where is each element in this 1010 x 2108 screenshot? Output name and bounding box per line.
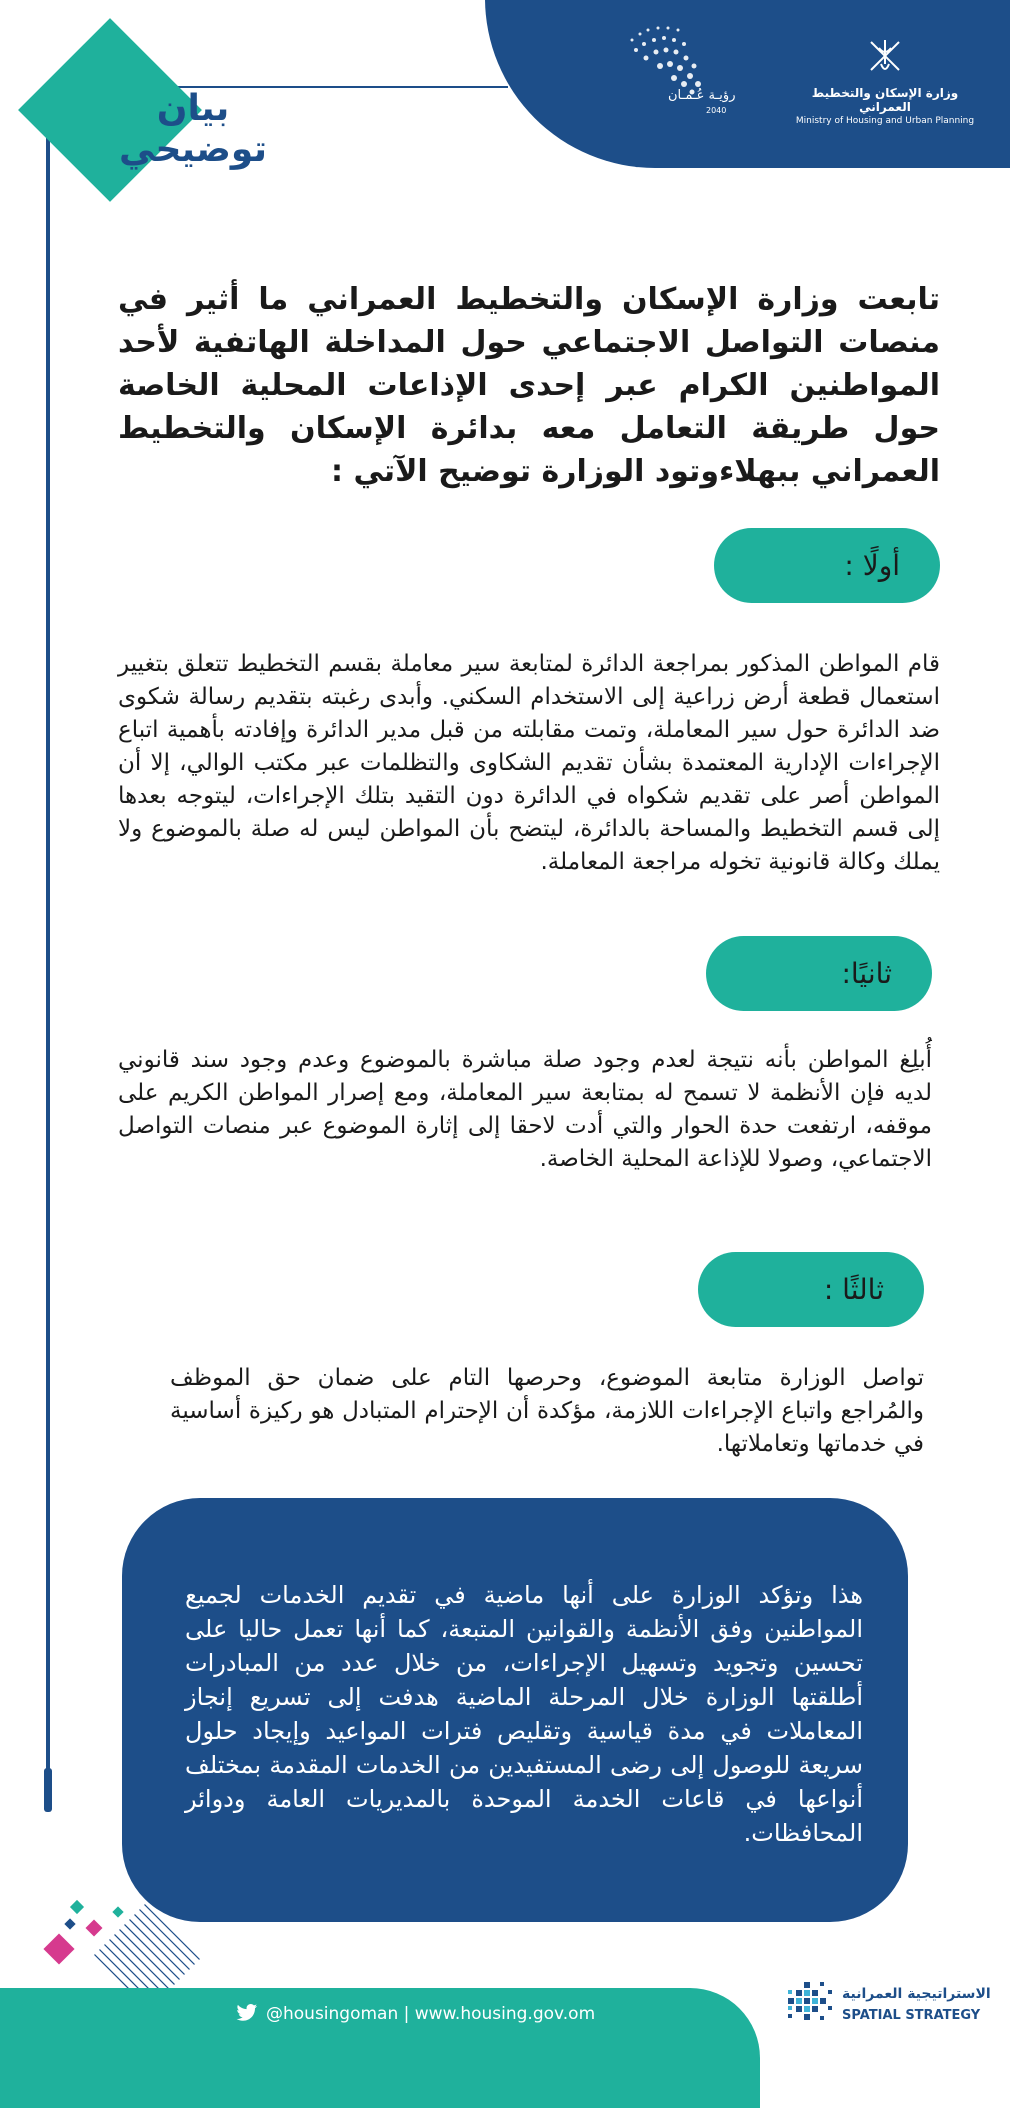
section-heading-third	[698, 1252, 924, 1327]
section-paragraph-third: تواصل الوزارة متابعة الموضوع، وحرصها التام على ضمان حق الموظف والمُراجع واتباع الإجراءات اللازمة، مؤكدة أن الإحترام المتبادل هو ركيزة أساسية في خدماتها وتعاملاتها.	[170, 1365, 924, 1457]
decor-square-teal	[70, 1900, 84, 1914]
spatial-strategy-english: SPATIAL STRATEGY	[842, 2008, 981, 2023]
decor-square-magenta	[43, 1933, 74, 1964]
spatial-strategy-arabic: الاستراتيجية العمرانية	[842, 1986, 991, 2002]
section-heading-label: أولًا :	[844, 549, 900, 582]
intro-paragraph: تابعت وزارة الإسكان والتخطيط العمراني ما أثير في منصات التواصل الاجتماعي حول المداخلة الهاتفية لأحد المواطنين الكرام عبر إحدى الإذاعات المحلية الخاصة حول طريقة التعامل معه بدائرة الإسكان والتخطيط العمراني ببهلاءوتود الوزارة توضيح الآتي :	[118, 282, 940, 489]
footer-social-links[interactable]	[238, 2004, 595, 2024]
section-paragraph-second: أُبلِغ المواطن بأنه نتيجة لعدم وجود صلة مباشرة بالموضوع وعدم وجود سند قانوني لديه فإن الأنظمة لا تسمح له بمتابعة سير المعاملة، ومع إصرار المواطن الكريم على موقفه، ارتفعت حدة الحوار والتي أدت لاحقا إلى إثارة الموضوع عبر منصات التواصل الاجتماعي، وصولا للإذاعة المحلية الخاصة.	[118, 1047, 932, 1172]
section-heading-first	[714, 528, 940, 603]
vision-2040-logo-icon	[612, 20, 762, 130]
vision-2040-label: رؤيـة عُـمـان	[668, 88, 736, 103]
page-title: بيان توضيحي	[119, 88, 267, 170]
decorative-line-vertical	[46, 86, 50, 1804]
section-heading-label: ثالثًا :	[823, 1273, 884, 1306]
note-text: هذا وتؤكد الوزارة على أنها ماضية في تقديم الخدمات لجميع المواطنين وفق الأنظمة والقوانين المتبعة، كما أنها تعمل حاليا على تحسين وتجويد وتسهيل الإجراءات، من خلال عدد من المبادرات أطلقتها الوزارة خلال المرحلة الماضية هدفت إلى تسريع إنجاز المعاملات في مدة قياسية وتقليص فترات المواعيد وإيجاد حلول سريعة للوصول إلى رضى المستفيدين من الخدمات المقدمة بمختلف أنواعها في قاعات الخدمة الموحدة بالمديريات العامة ودوائر المحافظات.	[185, 1581, 863, 1847]
vision-2040-year: 2040	[706, 106, 727, 115]
section-paragraph-first: قام المواطن المذكور بمراجعة الدائرة لمتابعة سير معاملة بقسم التخطيط تتعلق بتغيير استعمال قطعة أرض زراعية إلى الاستخدام السكني. وأبدى رغبته بتقديم رسالة شكوى ضد الدائرة حول سير المعاملة، وتمت مقابلته من قبل مدير الدائرة وإفادته بأهمية اتباع الإجراءات الإدارية المعتمدة بشأن تقديم الشكاوى والتظلمات عبر مكتب الوالي، إلا أن المواطن أصر على تقديم شكواه في الدائرة دون التقيد بتلك الإجراءات، ليتوجه بعدها إلى قسم التخطيط والمساحة بالدائرة، ليتضح بأن المواطن ليس له صلة بالموضوع ولا يملك وكالة قانونية تخوله مراجعة المعاملة.	[118, 651, 940, 875]
section-heading-second	[706, 936, 932, 1011]
decorative-line-end	[44, 1768, 52, 1812]
section-heading-label: ثانيًا:	[841, 957, 892, 990]
ministry-name-arabic: وزارة الإسكان والتخطيط العمراني	[811, 86, 959, 114]
ministry-name-english: Ministry of Housing and Urban Planning	[795, 116, 975, 126]
decor-square-navy	[64, 1918, 75, 1929]
ministry-logo	[795, 34, 975, 126]
footer-social-text[interactable]: @housingoman | www.housing.gov.om	[266, 2004, 596, 2024]
khanjar-emblem-icon	[863, 34, 907, 78]
